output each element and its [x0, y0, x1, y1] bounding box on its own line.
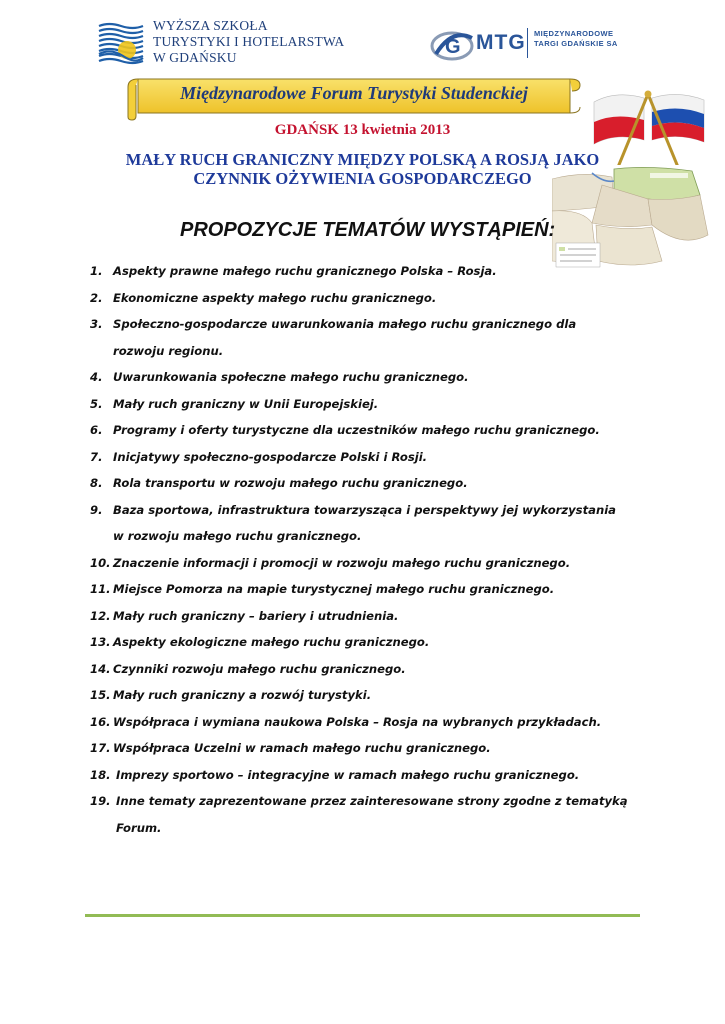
topic-number: 19.	[90, 794, 111, 808]
topic-number: 2.	[90, 290, 103, 305]
topic-text: Programy i oferty turystyczne dla uczestników małego ruchu granicznego.	[113, 423, 600, 437]
topic-number: 9.	[90, 502, 103, 517]
headline-line: MAŁY RUCH GRANICZNY MIĘDZY POLSKĄ A ROSJĄ JAKO	[125, 150, 600, 169]
topic-number: 4.	[90, 370, 103, 384]
topic-number: 18.	[90, 767, 111, 782]
topic-number: 12.	[90, 608, 111, 623]
topic-text: Inicjatywy społeczno-gospodarcze Polski i Rosji.	[113, 449, 428, 464]
topic-number: 17.	[90, 741, 111, 755]
headline	[40, 150, 685, 188]
topic-number: 1.	[90, 264, 103, 278]
topic-number: 16.	[90, 714, 111, 729]
topic-number: 11.	[90, 582, 111, 596]
forum-title: Międzynarodowe Forum Turystyki Studenckiej	[180, 83, 528, 103]
topic-number: 7.	[90, 449, 103, 464]
school-name-line: WYŻSZA SZKOŁA	[153, 18, 268, 33]
topic-text: Mały ruch graniczny a rozwój turystyki.	[113, 688, 372, 702]
mtg-company-name	[534, 29, 644, 49]
topic-text: Znaczenie informacji i promocji w rozwoju małego ruchu granicznego.	[113, 555, 571, 570]
topic-text: Ekonomiczne aspekty małego ruchu granicznego.	[113, 290, 437, 305]
topic-number: 10.	[90, 555, 111, 570]
logo-divider	[527, 28, 528, 58]
section-heading: PROPOZYCJE TEMATÓW WYSTĄPIEŃ:	[180, 219, 556, 241]
school-name-line: TURYSTYKI I HOTELARSTWA	[153, 34, 345, 49]
topic-text: Mały ruch graniczny – bariery i utrudnienia.	[113, 608, 399, 623]
topic-text: Miejsce Pomorza na mapie turystycznej małego ruchu granicznego.	[113, 582, 555, 596]
topic-number: 5.	[90, 396, 103, 411]
mtg-company-line: MIĘDZYNARODOWE	[534, 29, 614, 38]
topic-text: Współpraca Uczelni w ramach małego ruchu granicznego.	[113, 741, 491, 755]
topic-text: Czynniki rozwoju małego ruchu granicznego.	[113, 661, 406, 676]
topic-text: Imprezy sportowo – integracyjne w ramach małego ruchu granicznego.	[116, 767, 580, 782]
topic-text: Uwarunkowania społeczne małego ruchu granicznego.	[113, 370, 469, 384]
mtg-logo-letters: MTG	[476, 31, 526, 54]
topic-number: 6.	[90, 423, 103, 437]
school-name-line: W GDAŃSKU	[153, 50, 237, 65]
svg-text:G: G	[445, 36, 461, 58]
topic-text: Mały ruch graniczny w Unii Europejskiej.	[113, 396, 379, 411]
topic-number: 15.	[90, 688, 111, 702]
school-wave-logo-icon	[97, 20, 145, 66]
topic-text: Społeczno-gospodarcze uwarunkowania małego ruchu granicznego dla rozwoju regionu.	[113, 317, 577, 358]
topic-text: Baza sportowa, infrastruktura towarzysząca i perspektywy jej wykorzystania w rozwoju małego ruchu granicznego.	[113, 502, 616, 543]
topic-number: 13.	[90, 635, 111, 649]
topic-number: 14.	[90, 661, 111, 676]
topic-text: Aspekty ekologiczne małego ruchu granicznego.	[113, 635, 430, 649]
topic-text: Aspekty prawne małego ruchu granicznego Polska – Rosja.	[113, 264, 497, 278]
footer-divider	[85, 914, 640, 917]
topic-text: Rola transportu w rozwoju małego ruchu granicznego.	[113, 476, 468, 490]
topic-number: 3.	[90, 317, 103, 331]
mtg-company-line: TARGI GDAŃSKIE SA	[534, 39, 618, 48]
school-name	[153, 18, 383, 66]
topic-number: 8.	[90, 476, 103, 490]
topic-text: Współpraca i wymiana naukowa Polska – Rosja na wybranych przykładach.	[113, 714, 602, 729]
event-date: GDAŃSK 13 kwietnia 2013	[274, 122, 451, 138]
topic-text: Inne tematy zaprezentowane przez zainteresowane strony zgodne z tematyką Forum.	[116, 794, 628, 835]
headline-line: CZYNNIK OŻYWIENIA GOSPODARCZEGO	[193, 169, 532, 188]
